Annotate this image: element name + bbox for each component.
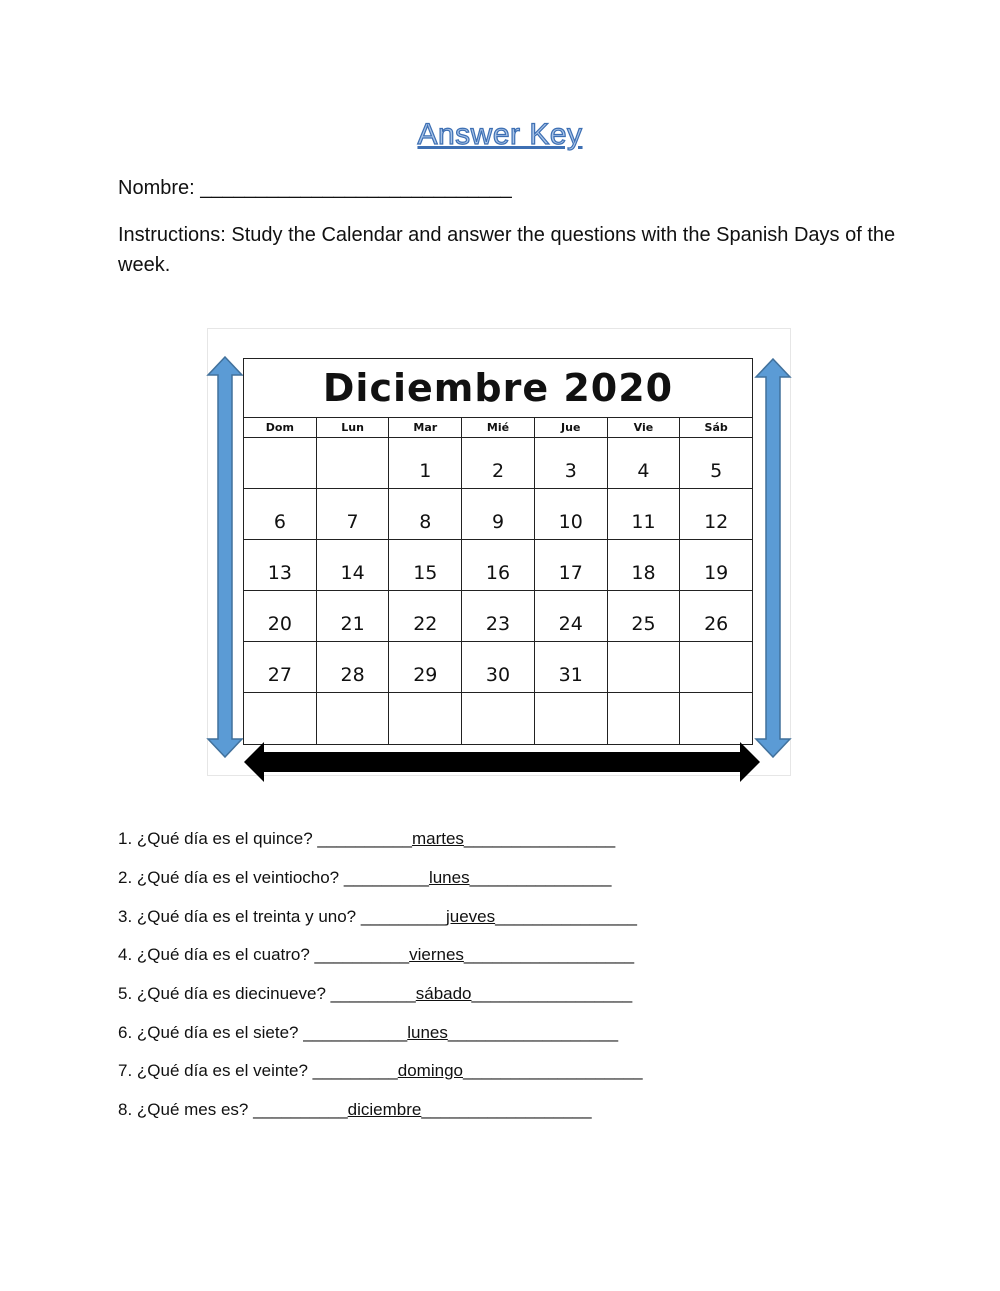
answer-text: sábado — [415, 984, 472, 1003]
question-text: 6. ¿Qué día es el siete? ___________ — [118, 1023, 408, 1042]
day-cell: 13 — [244, 540, 317, 590]
day-cell: 2 — [462, 438, 535, 488]
day-cell: 3 — [535, 438, 608, 488]
weekday-label: Mar — [389, 418, 462, 437]
day-cell — [680, 642, 752, 692]
day-cell: 27 — [244, 642, 317, 692]
day-cell — [317, 438, 390, 488]
day-cell: 12 — [704, 511, 729, 533]
question-8 — [118, 1100, 592, 1120]
question-text: 7. ¿Qué día es el veinte? _________ — [118, 1061, 398, 1080]
day-cell: 21 — [317, 591, 390, 641]
calendar-week — [244, 438, 752, 489]
calendar-week — [244, 693, 752, 744]
question-text: 4. ¿Qué día es el cuatro? __________ — [118, 945, 410, 964]
day-cell: 19 — [704, 562, 729, 584]
answer-line: _______________ — [495, 907, 637, 926]
right-vertical-arrow-icon — [754, 358, 792, 758]
calendar-title: Diciembre 2020 — [244, 359, 752, 418]
day-cell: 29 — [389, 642, 462, 692]
answer-text: lunes — [428, 868, 470, 887]
question-5 — [118, 984, 632, 1004]
weekday-label: Lun — [317, 418, 390, 437]
question-text: 5. ¿Qué día es diecinueve? _________ — [118, 984, 416, 1003]
day-cell: 23 — [462, 591, 535, 641]
nombre-label: Nombre: — [118, 177, 195, 199]
nombre-line: ____________________________ — [200, 177, 512, 199]
day-cell: 7 — [317, 489, 390, 539]
answer-text: domingo — [397, 1061, 463, 1080]
weekday-label: Mié — [462, 418, 535, 437]
answer-text: diciembre — [347, 1100, 422, 1119]
question-2 — [118, 868, 611, 888]
answer-line: ___________________ — [462, 1061, 643, 1080]
calendar-week — [244, 642, 752, 693]
question-text: 1. ¿Qué día es el quince? __________ — [118, 829, 412, 848]
day-cell: 1 — [389, 438, 462, 488]
day-cell: 14 — [317, 540, 390, 590]
day-cell: 25 — [608, 591, 681, 641]
day-cell: 9 — [462, 489, 535, 539]
weekday-header — [244, 418, 752, 438]
answer-text: jueves — [445, 907, 496, 926]
day-cell: 11 — [608, 489, 681, 539]
question-6 — [118, 1023, 618, 1043]
day-cell — [244, 693, 317, 744]
day-cell: 28 — [317, 642, 390, 692]
day-cell: 15 — [389, 540, 462, 590]
day-cell — [680, 693, 752, 744]
day-cell: 20 — [244, 591, 317, 641]
day-cell — [608, 693, 681, 744]
day-cell — [462, 693, 535, 744]
answer-key-title: Answer Key — [417, 118, 583, 151]
calendar-week — [244, 540, 752, 591]
day-cell: 18 — [608, 540, 681, 590]
question-1 — [118, 829, 615, 849]
day-cell: 31 — [535, 642, 608, 692]
day-cell: 24 — [535, 591, 608, 641]
day-cell — [244, 438, 317, 488]
answer-line: _________________ — [471, 984, 633, 1003]
weekday-label: Jue — [535, 418, 608, 437]
calendar — [243, 358, 753, 745]
question-4 — [118, 945, 634, 965]
answer-line: ________________ — [463, 829, 616, 848]
horizontal-arrow-icon — [243, 740, 761, 784]
answer-line: __________________ — [463, 945, 635, 964]
day-cell: 6 — [244, 489, 317, 539]
instructions: Instructions: Study the Calendar and answer the questions with the Spanish Days of the week. — [118, 224, 896, 276]
day-cell: 30 — [462, 642, 535, 692]
day-cell — [317, 693, 390, 744]
calendar-week — [244, 591, 752, 642]
question-3 — [118, 907, 637, 927]
day-cell: 26 — [704, 613, 729, 635]
weekday-label: Sáb — [704, 421, 728, 434]
day-cell — [389, 693, 462, 744]
question-7 — [118, 1061, 643, 1081]
left-vertical-arrow-icon — [206, 356, 244, 758]
day-cell — [608, 642, 681, 692]
weekday-label: Vie — [608, 418, 681, 437]
answer-line: __________________ — [421, 1100, 592, 1119]
day-cell: 10 — [535, 489, 608, 539]
day-cell — [535, 693, 608, 744]
question-text: 2. ¿Qué día es el veintiocho? _________ — [118, 868, 429, 887]
day-cell: 22 — [389, 591, 462, 641]
answer-text: viernes — [409, 945, 464, 964]
nombre-field — [118, 177, 512, 200]
calendar-week — [244, 489, 752, 540]
day-cell: 8 — [389, 489, 462, 539]
answer-text: lunes — [407, 1023, 448, 1042]
day-cell: 16 — [462, 540, 535, 590]
question-text: 3. ¿Qué día es el treinta y uno? _________ — [118, 907, 446, 926]
answer-text: martes — [411, 829, 464, 848]
answer-line: __________________ — [447, 1023, 619, 1042]
question-text: 8. ¿Qué mes es? __________ — [118, 1100, 348, 1119]
day-cell: 17 — [535, 540, 608, 590]
weekday-label: Dom — [244, 418, 317, 437]
day-cell: 5 — [710, 460, 723, 482]
answer-line: _______________ — [469, 868, 612, 887]
day-cell: 4 — [608, 438, 681, 488]
